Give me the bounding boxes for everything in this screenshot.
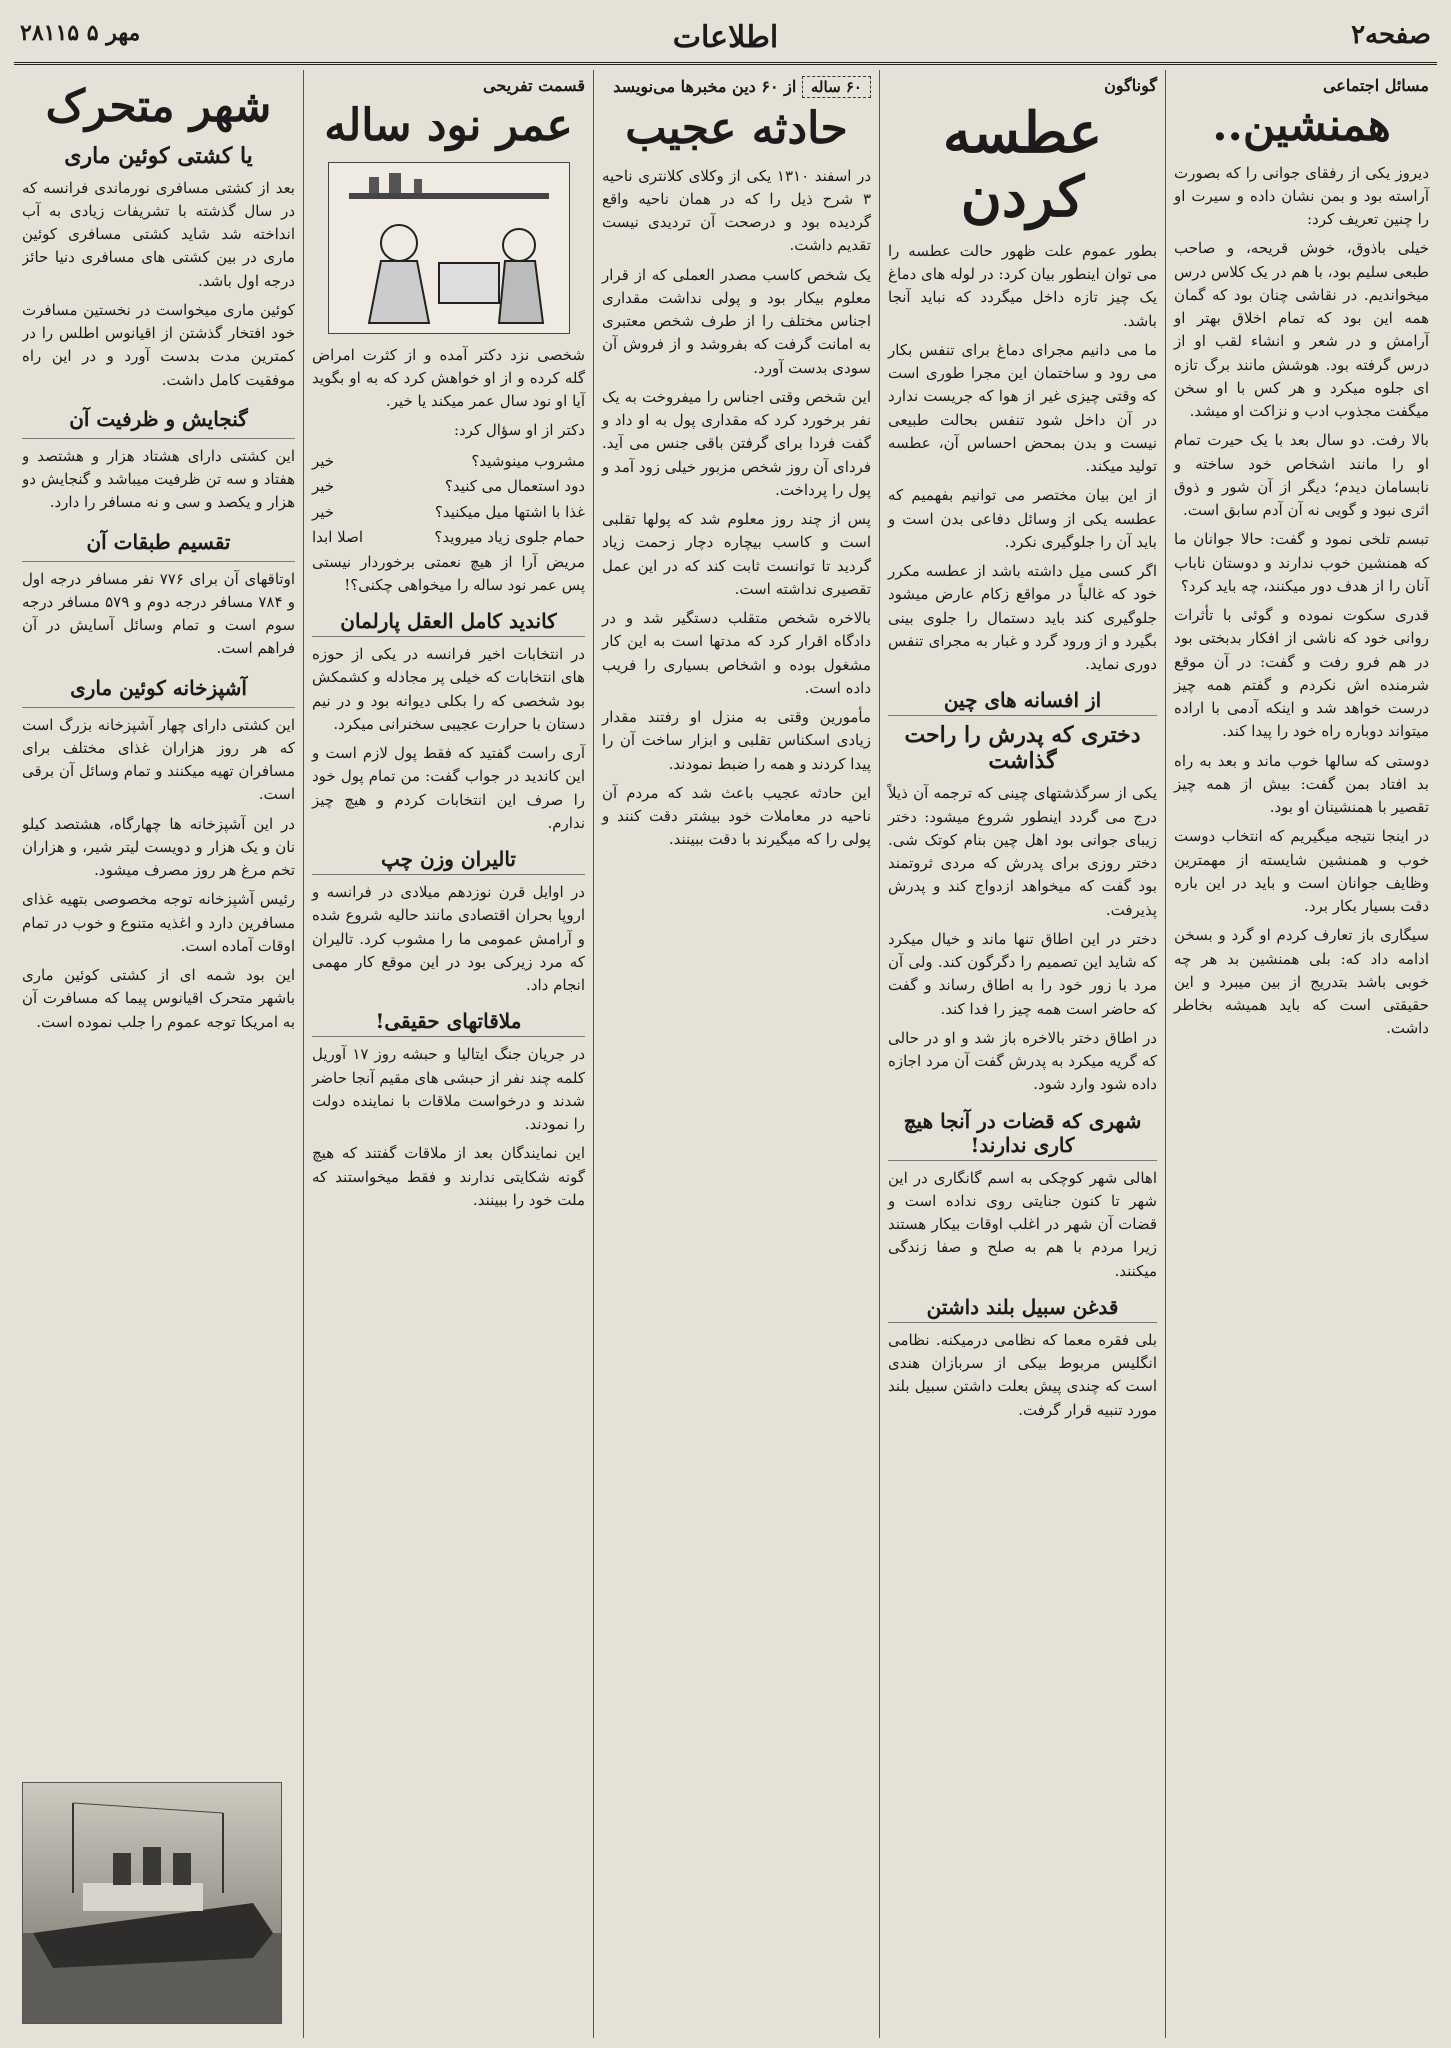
section-heading: تقسیم طبقات آن — [22, 527, 295, 562]
ship-photo — [22, 1782, 282, 2024]
page-number: صفحه۲ — [1351, 20, 1431, 50]
section-heading: گنجایش و ظرفیت آن — [22, 404, 295, 439]
paragraph: از این بیان مختصر می توانیم بفهمیم که عطسه یکی از وسائل دفاعی بدن است و باید آن را جلوگیری نکرد. — [888, 486, 1157, 551]
article-title: شهر متحرک — [45, 81, 272, 132]
article-body — [312, 1043, 585, 1212]
paragraph: این کشتی دارای چهار آشپزخانه بزرگ است که هر روز هزاران غذای مختلف برای مسافران تهیه میکنند و تمام وسائل آن برقی است. — [22, 715, 295, 804]
date-box: ۶۰ ساله — [802, 76, 871, 98]
question: حمام جلوی زیاد میروید؟ — [434, 528, 585, 547]
qa-intro: دکتر از او سؤال کرد: — [453, 421, 585, 440]
paragraph: شخصی نزد دکتر آمده و از کثرت امراض گله کرده و از او خواهش کرد که به او بگوید آیا او نود سال عمر میکند یا خیر. — [312, 345, 585, 411]
answer: خیر — [312, 451, 335, 470]
masthead: اطلاعات — [672, 20, 779, 55]
article-body — [888, 240, 1157, 677]
paragraph: بعد از کشتی مسافری نورماندی فرانسه که در سال گذشته با تشریفات زیادی به آب انداخته شد شاید کشتی مسافری کوئین ماری در بین کشتی های مسافری دنیا حائز درجه اول باشد. — [22, 178, 295, 290]
paragraph: سیگاری باز تعارف کردم او گرد و بسخن ادامه داد که: بلی همنشین بد هر چه خوبی باشد بتدریج از بین میبرد و این حقیقتی است که باید همیشه بخاطر داشت. — [1174, 926, 1429, 1038]
section-heading: آشپزخانه کوئین ماری — [22, 673, 295, 708]
article-body — [312, 344, 585, 598]
paragraph: خیلی باذوق، خوش قریحه، و صاحب طبعی سلیم بود، با هم در یک کلاس درس میخواندیم. در نقاشی چنان بود که گمان همه این بود که تمام اخلاق بهتر او آرامش و در شعر و انشاء لقب او از درس گرفته بود. هوشش مانند برگ تازه ای جلوه میکرد و هر کس با او سخن میگفت مجذوب ادب و نزاکت او میشد. — [1174, 239, 1429, 421]
paragraph: آری راست گفتید که فقط پول لازم است و این کاندید در جواب گفت: من تمام پول خود را صرف این انتخابات کردم و هیچ چیز ندارم. — [312, 744, 585, 832]
answer: خیر — [312, 502, 335, 521]
article-body — [602, 165, 871, 852]
paragraph: اوتاقهای آن برای ۷۷۶ نفر مسافر درجه اول و ۷۸۴ مسافر درجه دوم و ۵۷۹ مسافر درجه سوم است و تمام وسائل آسایش در آن فراهم است. — [22, 569, 295, 658]
article-body — [312, 643, 585, 835]
question: دود استعمال می کنید؟ — [444, 477, 585, 496]
paragraph: مأمورین وقتی به منزل او رفتند مقدار زیادی اسکناس تقلبی و ابزار ساخت آن را پیدا کردند و همه را ضبط نمودند. — [602, 708, 871, 773]
paragraph: یک شخص کاسب مصدر العملی که از قرار معلوم بیکار بود و پولی نداشت مقداری اجناس مختلف را از طرف شخص معتبری به امانت گرفت که بفروشد و از فروش آن سودی بدست آورد. — [602, 265, 871, 377]
header-rule — [14, 62, 1437, 65]
cartoon-illustration — [329, 163, 569, 333]
answer: اصلا ابدا — [312, 528, 364, 547]
kicker: مسائل اجتماعی — [1322, 76, 1429, 95]
paragraph: این حادثه عجیب باعث شد که مردم آن ناحیه در معاملات خود بیشتر دقت کنند و پولی را که میگیرند با دقت ببینند. — [602, 783, 871, 849]
paragraph: دیروز یکی از رفقای جوانی را که بصورت آراسته بود و بمن نشان داده و سیرت او را چنین تعریف کرد: — [1174, 163, 1429, 229]
article-title: همنشین.. — [1212, 100, 1391, 151]
section-heading: کاندید کامل العقل پارلمان — [312, 609, 585, 637]
article-body — [312, 881, 585, 997]
paragraph: اهالی شهر کوچکی به اسم گانگاری در این شهر تا کنون جنایتی روی نداده است و قضات آن شهر در اغلب اوقات بیکار هستند زیرا مردم با هم به صلح و صفا زندگی میکنند. — [888, 1168, 1157, 1280]
paragraph: در اوایل قرن نوزدهم میلادی در فرانسه و اروپا بحران اقتصادی مانند حالیه شروع شده و آرامش عمومی ما را مشوب کرد. تالیران که مرد زیرکی بود در این موقع کار مهمی انجام داد. — [312, 883, 585, 995]
paragraph: این نمایندگان بعد از ملاقات گفتند که هیچ گونه شکایتی ندارند و فقط میخواستند که ملت خود را ببینند. — [312, 1144, 585, 1209]
section-heading: قدغن سبیل بلند داشتن — [888, 1295, 1157, 1323]
paragraph: بطور عموم علت ظهور حالت عطسه را می توان اینطور بیان کرد: در لوله های دماغ یک چیز تازه داخل میگردد که نباید آنجا باشد. — [888, 241, 1157, 330]
paragraph: یکی از سرگذشتهای چینی که ترجمه آن ذیلاً درج می گردد اینطور شروع میشود: دختر زیبای جوانی بود اهل چین بنام کوتک شی. دختر روزی برای پدرش که مردی ثروتمند بود گفت که میخواهد ازدواج کند و پدرش پذیرفت. — [888, 784, 1157, 919]
paragraph: دختر در این اطاق تنها ماند و خیال میکرد که شاید این تصمیم را دگرگون کند. ولی آن مرد با زور خود را به اطاق رساند و گفت که حاضر است همه چیز را فدا کند. — [888, 929, 1157, 1018]
paragraph: در اسفند ۱۳۱۰ یکی از وکلای کلانتری ناحیه ۳ شرح ذیل را که در همان ناحیه واقع گردیده بود و درصحت آن تردیدی نیست تقدیم داشت. — [602, 166, 872, 255]
paragraph: کوئین ماری میخواست در نخستین مسافرت خود افتخار گذشتن از اقیانوس اطلس را در کمترین مدت بدست آورد و در این راه موفقیت کامل داشت. — [22, 300, 295, 389]
paragraph: در انتخابات اخیر فرانسه در یکی از حوزه های انتخابات که خیلی پر مجادله و کشمکش بود شخصی که را بکلی دیوانه بود و در نیم دستان با حرارت عجیبی سخنرانی میکرد. — [312, 645, 585, 733]
section-heading: از افسانه های چین — [888, 688, 1157, 716]
article-title: عمر نود ساله — [324, 100, 573, 151]
paragraph: این شخص وقتی اجناس را میفروخت به یک نفر برخورد کرد که مقداری پول به او داد و گفت فردا برای گرفتن باقی جنس می آید. فردای آن روز شخص مزبور خیلی زود آمد و پول را پرداخت. — [602, 387, 871, 499]
column-entertainment — [303, 70, 593, 2038]
kicker — [602, 76, 871, 98]
paragraph: بلی فقره معما که نظامی درمیکنه. نظامی انگلیس مربوط بیکی از سربازان هندی است که چندی پیش بعلت داشتن سبیل بلند مورد تنبیه قرار گرفت. — [888, 1330, 1157, 1419]
article-title: حادثه عجیب — [625, 103, 848, 154]
ship-illustration — [23, 1783, 281, 2023]
section-heading: ملاقاتهای حقیقی! — [312, 1009, 585, 1037]
page-header — [14, 10, 1437, 70]
issue-number: ۲۸۱۱۵ ۵ مهر — [20, 20, 141, 46]
paragraph: بالاخره شخص متقلب دستگیر شد و در دادگاه اقرار کرد که مدتها است به این کار مشغول بوده و اشخاص بسیاری را فریب داده است. — [602, 609, 871, 697]
question: غذا با اشتها میل میکنید؟ — [434, 502, 585, 521]
paragraph: اگر کسی میل داشته باشد از عطسه مکرر خود که غالباً در مواقع زکام عارض میشود جلوگیری کند باید دستمال را جلوی بینی بگیرد و از ورود گرد و غبار به مجرای تنفس دوری نماید. — [888, 562, 1157, 674]
kicker: گوناگون — [1104, 76, 1157, 95]
paragraph: این بود شمه ای از کشتی کوئین ماری باشهر متحرک اقیانوس پیما که مسافرت آن به امریکا توجه عموم را جلب نموده است. — [22, 966, 295, 1031]
paragraph: در اطاق دختر بالاخره باز شد و او در حالی که گریه میکرد به پدرش گفت آن مرد اجازه داده شود وارد شود. — [888, 1028, 1157, 1094]
paragraph: پس از چند روز معلوم شد که پولها تقلبی است و کاسب بیچاره دچار زحمت زیاد گردید تا توانست ثابت کند که در این عمل تقصیری نداشته است. — [602, 510, 871, 598]
paragraph: در اینجا نتیجه میگیریم که انتخاب دوست خوب و همنشین شایسته از مهمترین وظایف جوانان است و باید در این باره دقت بسیار بکار برد. — [1174, 827, 1429, 916]
answer: خیر — [312, 477, 335, 496]
article-subtitle: یا کشتی کوئین ماری — [64, 142, 253, 169]
section-subheading: دختری که پدرش را راحت گذاشت — [904, 722, 1141, 775]
qa-row — [312, 449, 585, 475]
paragraph: در این آشپزخانه ها چهارگاه، هشتصد کیلو نان و یک هزار و دویست لیتر شیر، و هزاران تخم مرغ هر روز مصرف میشود. — [22, 814, 295, 880]
kicker-note: از ۶۰ دین مخبرها می‌نویسد — [613, 77, 797, 96]
paragraph: ما می دانیم مجرای دماغ برای تنفس بکار می رود و ساختمان این مجرا طوری است که وقتی چیزی غیر از هوا که جریست ندارد در آن داخل شود تنفس بحالت طبیعی نیست و بدن بمحض احساس آن، عطسه تولید میکند. — [888, 340, 1157, 476]
article-body — [888, 1329, 1157, 1422]
paragraph: قدری سکوت نموده و گوئی با تأثرات روانی خود که ناشی از افکار بدبختی بود در هم فرو رفت و گفت: در آن موقع شرمنده اش نکردم و گفتم همه چیز درست خواهد شد و اینکه آدمی با اراده میتواند دوباره راه خود را پیدا کند. — [1174, 606, 1429, 741]
paragraph: بالا رفت. دو سال بعد با یک حیرت تمام او را مانند اشخاص خود ساخته و نابسامان دیدم؛ دیگر از آن شور و ذوق اثری نبود و گویی نه آن آدم سابق است. — [1174, 431, 1429, 520]
article-title: عطسه کردن — [942, 100, 1103, 231]
column-misc — [879, 70, 1165, 2038]
article-body — [1174, 162, 1429, 1041]
article-body — [22, 177, 295, 1677]
qa-row — [312, 500, 585, 526]
qa-row — [312, 525, 585, 551]
paragraph: در جریان جنگ ایتالیا و حبشه روز ۱۷ آوریل کلمه چند نفر از حبشی های مقیم آنجا حاضر شدند و درخواست ملاقات با نماینده دولت را نمودند. — [312, 1045, 585, 1134]
article-body — [888, 782, 1157, 1096]
article-body — [888, 1167, 1157, 1283]
column-social — [1165, 70, 1437, 2038]
qa-row — [312, 474, 585, 500]
newspaper-page — [14, 10, 1437, 2038]
column-moving-city — [14, 70, 303, 2038]
kicker: قسمت تفریحی — [483, 76, 585, 95]
doctor-cartoon — [328, 162, 570, 334]
paragraph: این کشتی دارای هشتاد هزار و هشتصد و هفتاد و سه تن ظرفیت میباشد و گنجایش دو هزار و یکصد و سی و نه مسافر را دارد. — [22, 446, 295, 512]
paragraph: مریض آرا از هیچ نعمتی برخوردار نیستی پس عمر نود ساله را میخواهی چکنی؟! — [312, 552, 585, 594]
paragraph: رئیس آشپزخانه توجه مخصوصی بتهیه غذای مسافرین دارد و اغذیه متنوع و خوب در تمام اوقات آماده است. — [22, 890, 295, 955]
column-incident — [593, 70, 879, 2038]
paragraph: تبسم تلخی نمود و گفت: حالا جوانان ما که همنشین خوب ندارند و دوستان ناباب آنان را از هدف دور میکنند، چه باید کرد؟ — [1174, 530, 1429, 595]
paragraph: دوستی که سالها خوب ماند و بعد به راه بد افتاد بمن گفت: بیش از همه چیز تقصیر با همنشینان او بود. — [1174, 751, 1429, 817]
section-heading: تالیران وزن چپ — [312, 847, 585, 875]
question: مشروب مینوشید؟ — [471, 451, 585, 470]
section-heading: شهری که قضات در آنجا هیچ کاری ندارند! — [888, 1109, 1157, 1161]
